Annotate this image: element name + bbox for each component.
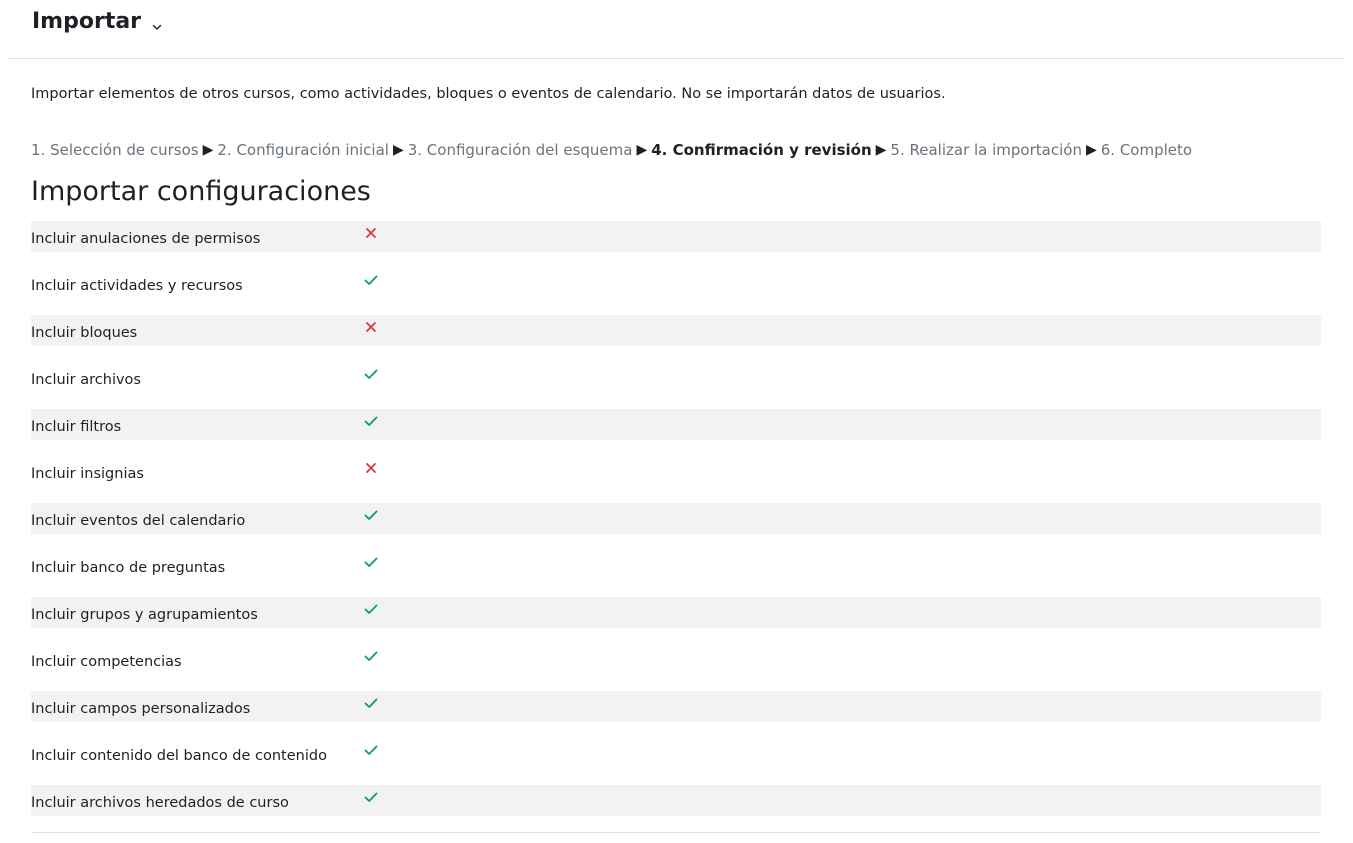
step-current: 4. Confirmación y revisión: [651, 141, 872, 159]
step-item: 3. Configuración del esquema: [407, 141, 633, 159]
setting-label: Incluir banco de preguntas: [31, 560, 226, 576]
check-icon: [363, 648, 379, 664]
setting-row: [31, 785, 1321, 816]
check-icon: [363, 695, 379, 711]
setting-label: Incluir bloques: [31, 325, 138, 341]
setting-row: [31, 597, 1321, 628]
setting-row: [31, 315, 1321, 346]
check-icon: [363, 507, 379, 523]
step-separator-icon: ▶: [875, 142, 887, 158]
setting-label: Incluir eventos del calendario: [31, 513, 246, 529]
progress-steps: [31, 141, 1192, 159]
step-item: 5. Realizar la importación: [890, 141, 1082, 159]
setting-label: Incluir grupos y agrupamientos: [31, 607, 258, 623]
page-header: [8, 0, 1344, 59]
setting-row: [31, 550, 1321, 581]
check-icon: [363, 789, 379, 805]
step-item: 2. Configuración inicial: [217, 141, 389, 159]
check-icon: [363, 272, 379, 288]
setting-row: [31, 409, 1321, 440]
setting-label: Incluir anulaciones de permisos: [31, 231, 261, 247]
setting-row: [31, 503, 1321, 534]
setting-label: Incluir archivos: [31, 372, 141, 388]
setting-label: Incluir campos personalizados: [31, 701, 251, 717]
check-icon: [363, 742, 379, 758]
divider: [31, 832, 1321, 833]
step-separator-icon: ▶: [392, 142, 404, 158]
setting-row: [31, 691, 1321, 722]
cross-icon: [363, 319, 379, 335]
cross-icon: [363, 460, 379, 476]
setting-label: Incluir archivos heredados de curso: [31, 795, 289, 811]
check-icon: [363, 366, 379, 382]
step-item: 1. Selección de cursos: [31, 141, 199, 159]
check-icon: [363, 413, 379, 429]
setting-label: Incluir contenido del banco de contenido: [31, 748, 327, 764]
setting-row: [31, 221, 1321, 252]
step-separator-icon: ▶: [202, 142, 214, 158]
intro-text: Importar elementos de otros cursos, como actividades, bloques o eventos de calendario. No se importarán datos de usuarios.: [31, 86, 946, 102]
cross-icon: [363, 225, 379, 241]
page-title-menu[interactable]: [32, 9, 163, 34]
setting-row: [31, 456, 1321, 487]
step-item: 6. Completo: [1100, 141, 1193, 159]
setting-row: [31, 362, 1321, 393]
section-title: Importar configuraciones: [31, 176, 371, 207]
setting-row: [31, 738, 1321, 769]
page-title: Importar: [32, 9, 142, 34]
setting-label: Incluir insignias: [31, 466, 144, 482]
setting-row: [31, 268, 1321, 299]
check-icon: [363, 601, 379, 617]
check-icon: [363, 554, 379, 570]
step-separator-icon: ▶: [1085, 142, 1097, 158]
setting-label: Incluir actividades y recursos: [31, 278, 243, 294]
chevron-down-icon[interactable]: [151, 18, 163, 30]
setting-row: [31, 644, 1321, 675]
setting-label: Incluir competencias: [31, 654, 182, 670]
step-separator-icon: ▶: [636, 142, 648, 158]
setting-label: Incluir filtros: [31, 419, 122, 435]
import-settings-list: [31, 221, 1321, 832]
